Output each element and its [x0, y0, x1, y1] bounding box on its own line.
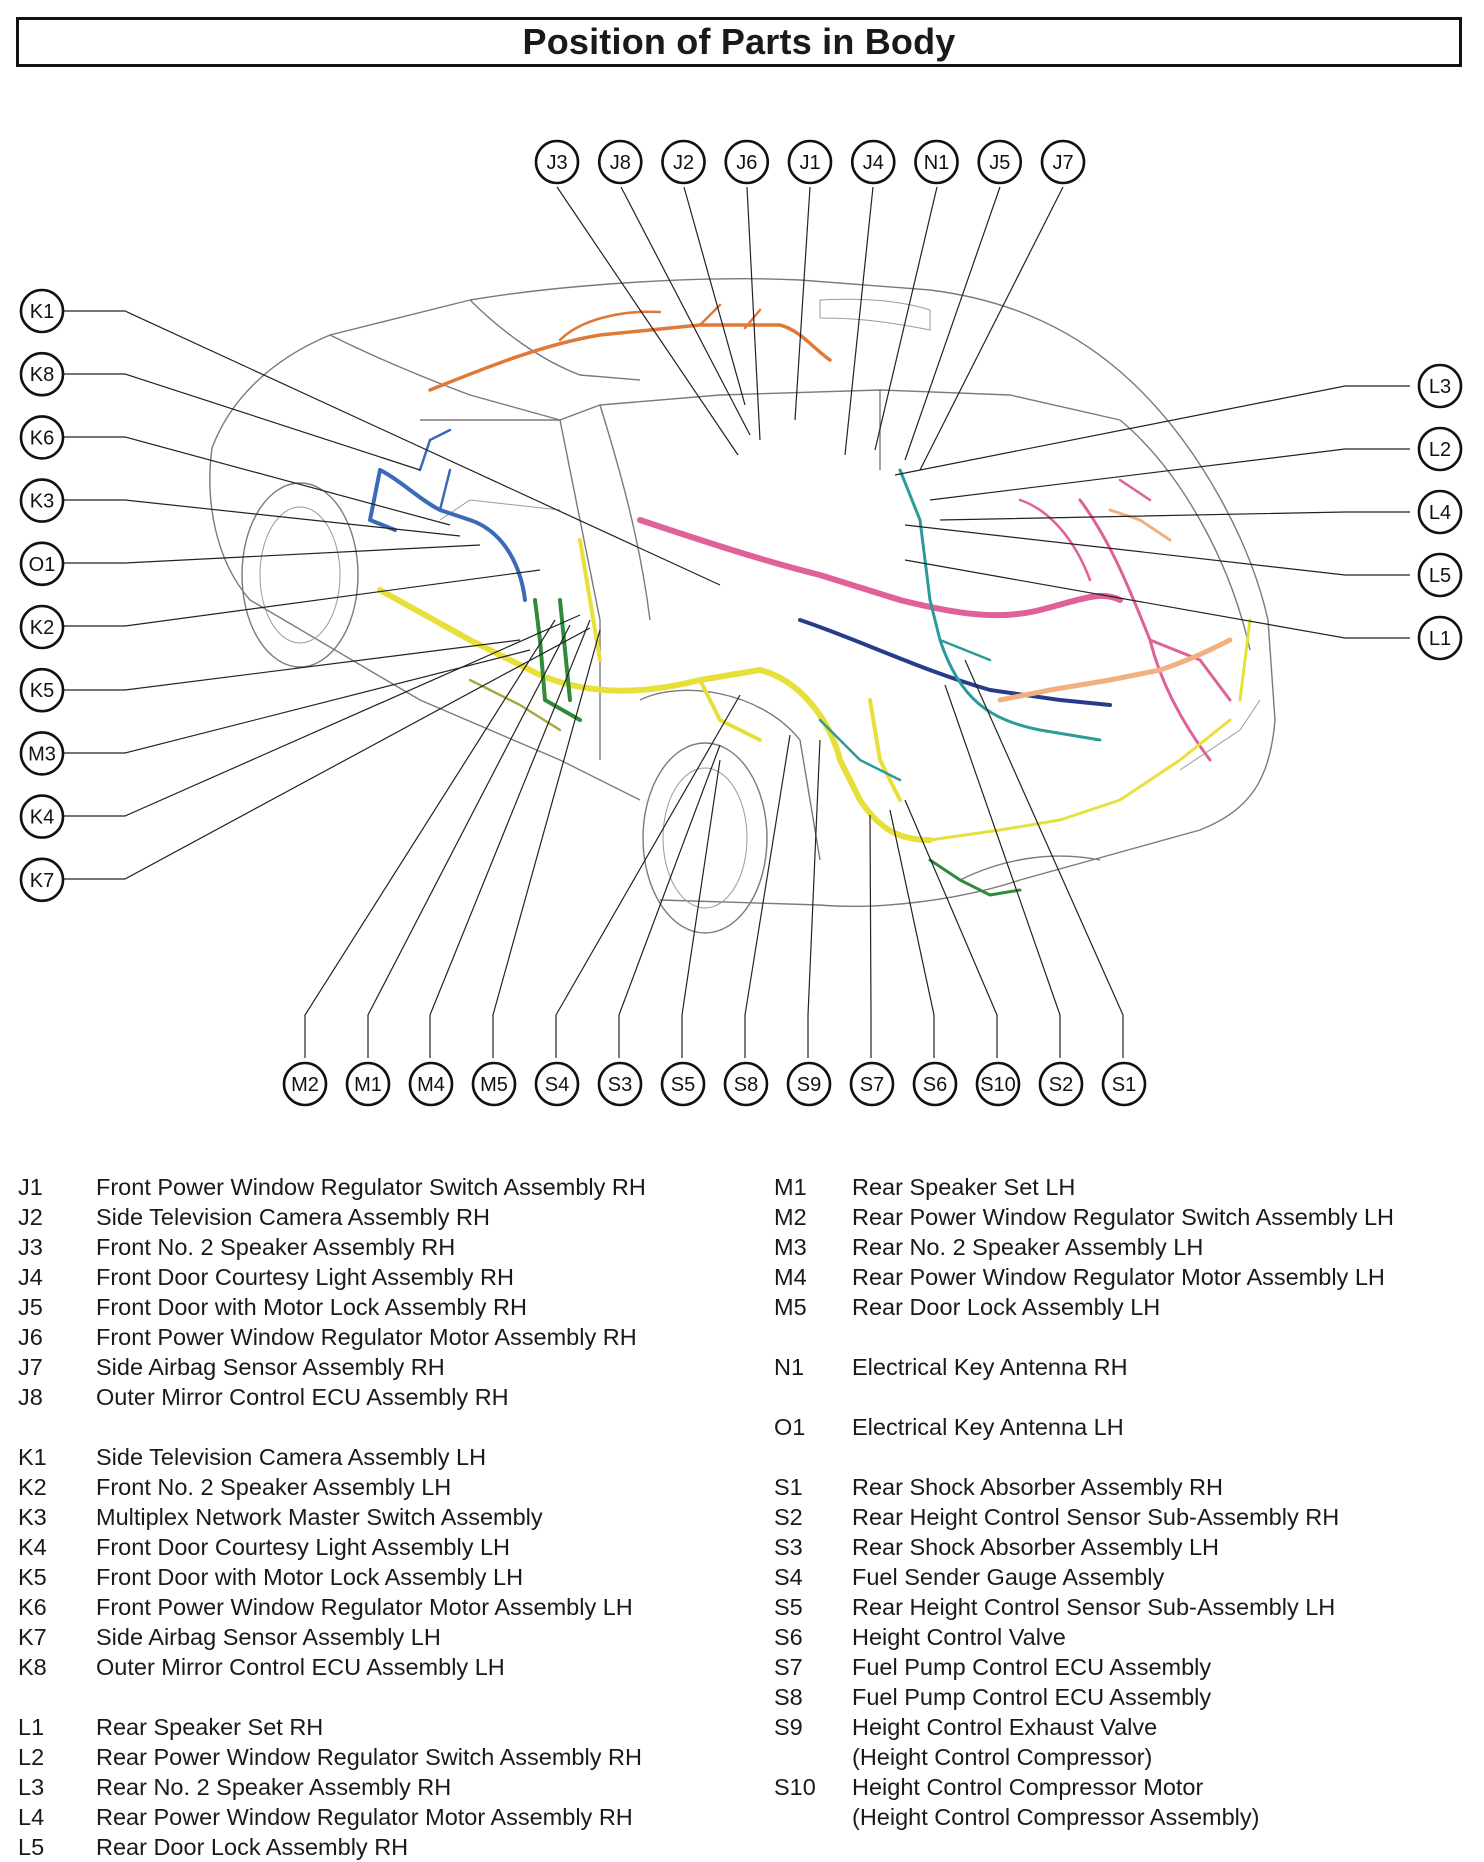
legend-description: Front No. 2 Speaker Assembly LH — [96, 1474, 452, 1500]
svg-text:L2: L2 — [1428, 439, 1452, 461]
legend-code: J5 — [18, 1294, 43, 1320]
legend-item — [774, 1202, 1394, 1232]
harness-navy-floor — [800, 620, 1110, 705]
legend-item — [18, 1382, 646, 1412]
callout-labels — [21, 141, 1461, 1105]
legend-code: N1 — [774, 1354, 805, 1380]
svg-text:O1: O1 — [28, 553, 56, 576]
legend-code: L2 — [18, 1744, 45, 1770]
callout-s3 — [599, 1063, 641, 1105]
legend-item — [774, 1622, 1394, 1652]
legend-description: Rear Power Window Regulator Motor Assembly RH — [96, 1804, 633, 1830]
callout-o1 — [21, 543, 63, 585]
callout-k6 — [21, 416, 63, 458]
legend-description: Side Television Camera Assembly RH — [96, 1204, 491, 1230]
legend-right — [774, 1172, 1394, 1832]
callout-k3 — [21, 480, 63, 522]
legend-code: K5 — [18, 1564, 47, 1590]
svg-text:L1: L1 — [1428, 628, 1452, 650]
legend-item — [774, 1532, 1394, 1562]
legend-code: L5 — [18, 1834, 45, 1860]
legend-description-continued: (Height Control Compressor) — [852, 1744, 1153, 1770]
svg-text:M5: M5 — [480, 1074, 508, 1096]
callout-k4 — [21, 796, 63, 838]
legend-code: J4 — [18, 1264, 43, 1290]
legend-item — [774, 1292, 1394, 1322]
callout-l2 — [1419, 428, 1461, 470]
callout-k8 — [21, 353, 63, 395]
legend-item — [774, 1172, 1394, 1202]
legend-description: Height Control Valve — [852, 1624, 1066, 1650]
legend-code: L1 — [18, 1714, 45, 1740]
legend-description: Rear Power Window Regulator Motor Assembly LH — [852, 1264, 1385, 1290]
callout-j4 — [852, 141, 894, 183]
legend-item — [18, 1832, 646, 1862]
legend-code: K8 — [18, 1654, 47, 1680]
legend-code: J3 — [18, 1234, 43, 1260]
legend-description: Front Power Window Regulator Motor Assembly LH — [96, 1594, 633, 1620]
legend-code: O1 — [774, 1414, 806, 1440]
legend-code: S5 — [774, 1594, 803, 1620]
legend-description: Height Control Exhaust Valve — [852, 1714, 1158, 1740]
legend-code: S6 — [774, 1624, 803, 1650]
legend-item — [18, 1592, 646, 1622]
legend-description: Side Television Camera Assembly LH — [96, 1444, 487, 1470]
harness-peach-rear — [1000, 640, 1230, 700]
legend-item — [18, 1472, 646, 1502]
harness-orange-roof-branch — [560, 305, 760, 340]
legend-code: S9 — [774, 1714, 803, 1740]
svg-text:N1: N1 — [923, 152, 950, 174]
title-box — [16, 17, 1462, 67]
legend-code: K2 — [18, 1474, 47, 1500]
legend-item — [774, 1712, 1394, 1742]
legend-item — [18, 1292, 646, 1322]
vehicle-body-outline — [210, 279, 1275, 933]
legend-description: Side Airbag Sensor Assembly LH — [96, 1624, 441, 1650]
legend-description: Front Power Window Regulator Switch Assembly RH — [96, 1174, 646, 1200]
legend-description: Rear Power Window Regulator Switch Assembly LH — [852, 1204, 1395, 1230]
harness-olive-sill — [470, 680, 560, 730]
legend-item — [18, 1742, 646, 1772]
wiring-harness — [370, 305, 1250, 895]
legend-description-continued: (Height Control Compressor Assembly) — [852, 1804, 1260, 1830]
legend-code: L4 — [18, 1804, 45, 1830]
legend-item — [18, 1352, 646, 1382]
callout-j8 — [599, 141, 641, 183]
callout-l5 — [1419, 554, 1461, 596]
callout-m4 — [410, 1063, 452, 1105]
svg-text:K3: K3 — [29, 490, 55, 513]
leader-lines — [60, 187, 1410, 1058]
legend-code: K3 — [18, 1504, 47, 1530]
svg-text:S2: S2 — [1048, 1074, 1074, 1096]
legend-description: Front Power Window Regulator Motor Assembly RH — [96, 1324, 637, 1350]
legend-code: S4 — [774, 1564, 803, 1590]
legend-item — [774, 1772, 1394, 1802]
svg-text:K6: K6 — [29, 427, 55, 450]
harness-yellow-center — [580, 540, 900, 800]
legend-description: Height Control Compressor Motor — [852, 1774, 1204, 1800]
legend-description: Rear Door Lock Assembly LH — [852, 1294, 1161, 1320]
legend-code: S1 — [774, 1474, 803, 1500]
legend-description: Outer Mirror Control ECU Assembly LH — [96, 1654, 505, 1680]
harness-yellow-main — [380, 590, 930, 840]
svg-text:K5: K5 — [29, 680, 55, 703]
svg-text:J6: J6 — [736, 152, 758, 174]
svg-text:K4: K4 — [29, 806, 55, 829]
legend-description: Rear Speaker Set LH — [852, 1174, 1076, 1200]
svg-text:J7: J7 — [1052, 152, 1074, 174]
legend-item — [774, 1352, 1394, 1382]
legend-item — [774, 1682, 1394, 1712]
legend-code: M4 — [774, 1264, 807, 1290]
callout-s5 — [662, 1063, 704, 1105]
callout-j1 — [789, 141, 831, 183]
legend-code: L3 — [18, 1774, 45, 1800]
legend-item — [18, 1562, 646, 1592]
svg-text:K1: K1 — [29, 301, 55, 323]
svg-text:M3: M3 — [28, 743, 56, 766]
callout-s4 — [536, 1063, 578, 1105]
legend-description: Rear No. 2 Speaker Assembly LH — [852, 1234, 1204, 1260]
legend-description: Outer Mirror Control ECU Assembly RH — [96, 1384, 509, 1410]
legend-description: Rear Height Control Sensor Sub-Assembly RH — [852, 1504, 1340, 1530]
callout-k5 — [21, 669, 63, 711]
legend-code: S7 — [774, 1654, 803, 1680]
legend-item — [18, 1322, 646, 1352]
svg-text:S5: S5 — [670, 1074, 696, 1096]
legend-description: Electrical Key Antenna RH — [852, 1354, 1128, 1380]
legend-description: Fuel Pump Control ECU Assembly — [852, 1684, 1212, 1710]
svg-text:J2: J2 — [672, 152, 695, 174]
legend-description: Multiplex Network Master Switch Assembly — [96, 1504, 543, 1530]
legend-code: K4 — [18, 1534, 47, 1560]
legend-code: M2 — [774, 1204, 807, 1230]
svg-text:K8: K8 — [29, 364, 55, 387]
legend-item — [18, 1202, 646, 1232]
legend-code: S10 — [774, 1774, 816, 1800]
svg-text:M1: M1 — [354, 1074, 382, 1096]
legend-item — [774, 1652, 1394, 1682]
callout-k1 — [21, 290, 63, 332]
svg-text:S1: S1 — [1111, 1074, 1137, 1096]
svg-text:S9: S9 — [796, 1074, 822, 1096]
legend-item — [18, 1262, 646, 1292]
legend-code: S3 — [774, 1534, 803, 1560]
svg-text:L3: L3 — [1428, 376, 1452, 398]
legend-code: S2 — [774, 1504, 803, 1530]
legend-description: Fuel Pump Control ECU Assembly — [852, 1654, 1212, 1680]
legend-code: K1 — [18, 1444, 47, 1470]
legend-description: Front Door Courtesy Light Assembly LH — [96, 1534, 511, 1560]
callout-n1 — [916, 141, 958, 183]
callout-m2 — [284, 1063, 326, 1105]
svg-text:J4: J4 — [862, 152, 884, 174]
callout-l4 — [1419, 491, 1461, 533]
harness-pink-rear-quarter — [1020, 480, 1150, 580]
svg-text:J3: J3 — [546, 152, 568, 174]
callout-l3 — [1419, 365, 1461, 407]
callout-k2 — [21, 606, 63, 648]
callout-m3 — [21, 732, 63, 774]
svg-text:L5: L5 — [1428, 565, 1452, 587]
legend-description: Front Door with Motor Lock Assembly LH — [96, 1564, 524, 1590]
legend-item — [774, 1592, 1394, 1622]
svg-text:J1: J1 — [799, 152, 821, 174]
callout-l1 — [1419, 617, 1461, 659]
legend-code: J6 — [18, 1324, 43, 1350]
legend-item — [18, 1622, 646, 1652]
callout-j7 — [1042, 141, 1084, 183]
legend-item — [18, 1772, 646, 1802]
legend-item — [18, 1502, 646, 1532]
legend-description: Front No. 2 Speaker Assembly RH — [96, 1234, 456, 1260]
legend-item — [774, 1262, 1394, 1292]
callout-s2 — [1040, 1063, 1082, 1105]
legend-code: J2 — [18, 1204, 43, 1230]
legend-item — [774, 1502, 1394, 1532]
legend-description: Rear No. 2 Speaker Assembly RH — [96, 1774, 452, 1800]
svg-text:S8: S8 — [733, 1074, 759, 1096]
svg-text:J5: J5 — [989, 152, 1011, 174]
svg-text:L4: L4 — [1428, 502, 1452, 524]
svg-text:S7: S7 — [859, 1074, 885, 1096]
legend-item — [774, 1232, 1394, 1262]
legend-code: M1 — [774, 1174, 807, 1200]
legend-description: Rear Speaker Set RH — [96, 1714, 324, 1740]
callout-s8 — [725, 1063, 767, 1105]
svg-text:M4: M4 — [417, 1074, 445, 1096]
legend-description: Fuel Sender Gauge Assembly — [852, 1564, 1165, 1590]
svg-text:J8: J8 — [609, 152, 631, 174]
callout-s7 — [851, 1063, 893, 1105]
legend-item — [18, 1232, 646, 1262]
legend-description: Electrical Key Antenna LH — [852, 1414, 1124, 1440]
svg-text:S6: S6 — [922, 1074, 948, 1096]
svg-text:M2: M2 — [291, 1074, 319, 1096]
callout-m5 — [473, 1063, 515, 1105]
harness-blue-door — [420, 430, 450, 510]
legend-item — [18, 1652, 646, 1682]
legend-description: Front Door Courtesy Light Assembly RH — [96, 1264, 514, 1290]
legend-item — [18, 1712, 646, 1742]
harness-orange-roof — [430, 325, 830, 390]
legend-item — [774, 1412, 1394, 1442]
legend-description: Front Door with Motor Lock Assembly RH — [96, 1294, 527, 1320]
legend-item — [774, 1562, 1394, 1592]
callout-s10 — [977, 1063, 1019, 1105]
callout-s9 — [788, 1063, 830, 1105]
callout-j2 — [663, 141, 705, 183]
callout-s6 — [914, 1063, 956, 1105]
harness-pink-floor — [640, 520, 1120, 615]
svg-text:S10: S10 — [980, 1074, 1016, 1096]
svg-text:K2: K2 — [29, 617, 55, 639]
svg-text:K7: K7 — [29, 869, 55, 892]
legend-item — [18, 1802, 646, 1832]
legend-code: K7 — [18, 1624, 47, 1650]
legend-item — [18, 1442, 646, 1472]
legend-description: Rear Height Control Sensor Sub-Assembly LH — [852, 1594, 1336, 1620]
legend-item — [18, 1172, 646, 1202]
legend-code: K6 — [18, 1594, 47, 1620]
legend-description: Rear Shock Absorber Assembly LH — [852, 1534, 1220, 1560]
callout-m1 — [347, 1063, 389, 1105]
callout-k7 — [21, 859, 63, 901]
page-title: Position of Parts in Body — [522, 21, 956, 62]
legend-left — [18, 1172, 646, 1862]
legend-code: J1 — [18, 1174, 43, 1200]
callout-j6 — [726, 141, 768, 183]
svg-text:S3: S3 — [607, 1074, 633, 1096]
harness-pink-rear — [1080, 500, 1230, 760]
legend-code: S8 — [774, 1684, 803, 1710]
legend-item — [18, 1532, 646, 1562]
legend-description: Side Airbag Sensor Assembly RH — [96, 1354, 445, 1380]
legend-code: M3 — [774, 1234, 807, 1260]
callout-s1 — [1103, 1063, 1145, 1105]
legend-description: Rear Shock Absorber Assembly RH — [852, 1474, 1223, 1500]
legend-code: J7 — [18, 1354, 43, 1380]
legend-item — [774, 1472, 1394, 1502]
legend-code: J8 — [18, 1384, 43, 1410]
svg-text:S4: S4 — [544, 1074, 570, 1096]
callout-j3 — [536, 141, 578, 183]
legend-code: M5 — [774, 1294, 807, 1320]
harness-peach-quarter — [1110, 510, 1170, 540]
callout-j5 — [979, 141, 1021, 183]
body-wiring-diagram — [0, 80, 1484, 1140]
legend-description: Rear Power Window Regulator Switch Assembly RH — [96, 1744, 642, 1770]
legend-description: Rear Door Lock Assembly RH — [96, 1834, 409, 1860]
